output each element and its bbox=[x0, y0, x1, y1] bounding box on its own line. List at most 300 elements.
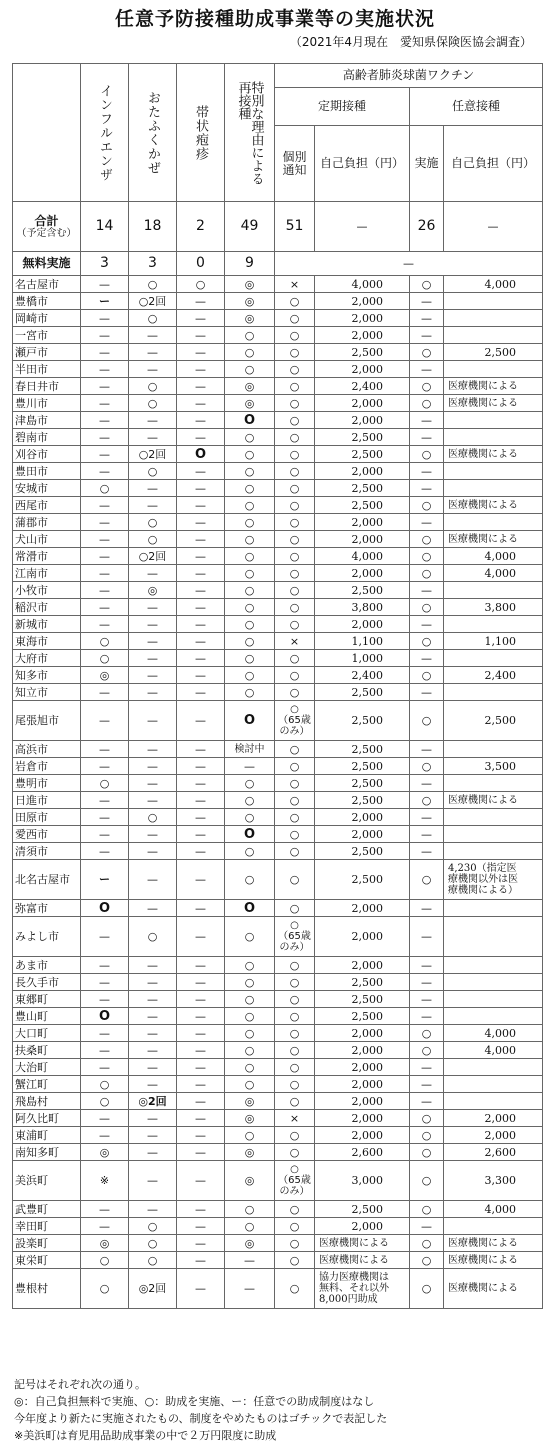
table-cell: ○ bbox=[410, 276, 444, 293]
table-cell: ○ bbox=[129, 463, 177, 480]
table-cell: — bbox=[177, 378, 225, 395]
table-cell: ◎ bbox=[81, 667, 129, 684]
table-cell: ○ bbox=[410, 1025, 444, 1042]
table-cell: — bbox=[81, 565, 129, 582]
table-cell: — bbox=[81, 684, 129, 701]
table-cell bbox=[444, 1218, 543, 1235]
table-cell: ◎ bbox=[225, 1144, 275, 1161]
table-cell: 2,000 bbox=[315, 1127, 410, 1144]
table-row bbox=[13, 497, 543, 514]
table-cell: — bbox=[177, 412, 225, 429]
table-cell: ○ bbox=[225, 667, 275, 684]
table-cell: ○ bbox=[275, 514, 315, 531]
summary-free-row: 無料実施 3 3 0 9 — bbox=[13, 252, 543, 276]
table-cell: ○ bbox=[81, 633, 129, 650]
header-flu: インフルエンザ bbox=[81, 64, 129, 202]
vaccination-table bbox=[12, 63, 543, 1309]
table-cell: 2,500 bbox=[315, 446, 410, 463]
header-pneumococcal: 高齢者肺炎球菌ワクチン bbox=[275, 64, 543, 88]
table-cell: ○ bbox=[275, 1059, 315, 1076]
table-cell: 2,000 bbox=[444, 1127, 543, 1144]
table-row bbox=[13, 582, 543, 599]
table-cell: — bbox=[410, 412, 444, 429]
table-cell: ○ bbox=[410, 1201, 444, 1218]
table-cell: — bbox=[129, 361, 177, 378]
municipality-name: 東栄町 bbox=[13, 1252, 81, 1269]
table-row bbox=[13, 758, 543, 775]
table-cell: — bbox=[129, 650, 177, 667]
table-cell: — bbox=[81, 1127, 129, 1144]
table-cell: — bbox=[81, 361, 129, 378]
table-cell: ○ bbox=[275, 395, 315, 412]
municipality-name: 常滑市 bbox=[13, 548, 81, 565]
table-cell: — bbox=[177, 1201, 225, 1218]
table-cell: — bbox=[81, 395, 129, 412]
table-cell: ○ bbox=[225, 1218, 275, 1235]
table-row bbox=[13, 361, 543, 378]
table-cell: 3,000 bbox=[315, 1161, 410, 1201]
table-cell: 2,000 bbox=[315, 293, 410, 310]
table-cell: 2,600 bbox=[315, 1144, 410, 1161]
municipality-name: 幸田町 bbox=[13, 1218, 81, 1235]
table-cell bbox=[444, 480, 543, 497]
header-voluntary: 任意接種 bbox=[410, 88, 543, 126]
municipality-name: 長久手市 bbox=[13, 974, 81, 991]
table-cell: × bbox=[275, 1110, 315, 1127]
table-cell: 2,000 bbox=[315, 1093, 410, 1110]
municipality-name: 春日井市 bbox=[13, 378, 81, 395]
table-row bbox=[13, 633, 543, 650]
table-cell: ○ bbox=[275, 293, 315, 310]
table-cell: — bbox=[81, 582, 129, 599]
table-cell: ○ bbox=[81, 1093, 129, 1110]
table-cell: — bbox=[129, 792, 177, 809]
table-cell: — bbox=[129, 667, 177, 684]
municipality-name: 大口町 bbox=[13, 1025, 81, 1042]
table-cell: — bbox=[129, 412, 177, 429]
table-row bbox=[13, 293, 543, 310]
table-cell: 1,100 bbox=[315, 633, 410, 650]
table-cell: ○2回 bbox=[129, 293, 177, 310]
table-cell: 医療機関による bbox=[315, 1235, 410, 1252]
table-cell: O bbox=[225, 701, 275, 741]
table-cell: ○ bbox=[225, 1076, 275, 1093]
table-cell bbox=[444, 917, 543, 957]
table-cell: — bbox=[410, 1218, 444, 1235]
header-impl: 実施 bbox=[410, 126, 444, 202]
table-cell: ◎ bbox=[225, 378, 275, 395]
table-cell: 2,000 bbox=[315, 616, 410, 633]
municipality-name: 飛島村 bbox=[13, 1093, 81, 1110]
table-cell: — bbox=[410, 900, 444, 917]
table-cell: ○ bbox=[129, 531, 177, 548]
table-cell: — bbox=[81, 701, 129, 741]
table-cell: ○ bbox=[275, 1076, 315, 1093]
table-cell: — bbox=[129, 775, 177, 792]
table-cell: ○ bbox=[225, 1059, 275, 1076]
table-cell: ○ bbox=[275, 957, 315, 974]
table-cell: ○ bbox=[225, 565, 275, 582]
table-cell: — bbox=[81, 531, 129, 548]
table-cell: — bbox=[410, 429, 444, 446]
table-cell: — bbox=[129, 480, 177, 497]
table-cell: ◎2回 bbox=[129, 1269, 177, 1309]
table-cell: — bbox=[81, 917, 129, 957]
table-cell: ○ bbox=[275, 1025, 315, 1042]
header-copay: 自己負担（円） bbox=[315, 126, 410, 202]
table-row bbox=[13, 957, 543, 974]
table-cell: — bbox=[129, 758, 177, 775]
table-cell: — bbox=[129, 684, 177, 701]
table-cell: — bbox=[177, 633, 225, 650]
table-cell: ○ bbox=[275, 900, 315, 917]
table-cell: — bbox=[177, 480, 225, 497]
table-cell: ○ bbox=[81, 775, 129, 792]
table-cell: — bbox=[129, 1161, 177, 1201]
table-cell: — bbox=[410, 310, 444, 327]
table-cell: — bbox=[177, 344, 225, 361]
table-row bbox=[13, 701, 543, 741]
table-cell: — bbox=[177, 531, 225, 548]
municipality-name: 田原市 bbox=[13, 809, 81, 826]
table-cell: — bbox=[177, 310, 225, 327]
municipality-name: 安城市 bbox=[13, 480, 81, 497]
table-cell: — bbox=[410, 974, 444, 991]
table-cell: — bbox=[129, 1025, 177, 1042]
table-cell: — bbox=[177, 741, 225, 758]
table-cell: — bbox=[129, 701, 177, 741]
table-cell bbox=[444, 809, 543, 826]
table-cell: ○ bbox=[275, 775, 315, 792]
table-cell: 2,000 bbox=[315, 310, 410, 327]
municipality-name: 岡崎市 bbox=[13, 310, 81, 327]
table-cell: ○ bbox=[410, 344, 444, 361]
table-cell: ○ bbox=[275, 650, 315, 667]
table-cell: — bbox=[177, 616, 225, 633]
table-cell: ○ bbox=[410, 758, 444, 775]
table-cell: ○ bbox=[275, 809, 315, 826]
table-cell: — bbox=[410, 463, 444, 480]
table-cell bbox=[444, 826, 543, 843]
municipality-name: 東郷町 bbox=[13, 991, 81, 1008]
table-cell: ○ bbox=[225, 1008, 275, 1025]
table-cell: ○ bbox=[225, 650, 275, 667]
table-row bbox=[13, 395, 543, 412]
table-row bbox=[13, 650, 543, 667]
table-cell: ○ bbox=[275, 480, 315, 497]
municipality-name: 弥富市 bbox=[13, 900, 81, 917]
table-cell: ○ bbox=[225, 497, 275, 514]
table-cell: — bbox=[81, 497, 129, 514]
table-cell: ◎2回 bbox=[129, 1093, 177, 1110]
table-cell: ○ bbox=[81, 1252, 129, 1269]
table-row bbox=[13, 1201, 543, 1218]
table-cell: — bbox=[129, 957, 177, 974]
table-cell: ○ bbox=[275, 310, 315, 327]
table-cell: ○ bbox=[81, 1076, 129, 1093]
table-cell: ○ bbox=[275, 1235, 315, 1252]
table-cell: ○ bbox=[225, 917, 275, 957]
table-cell: ○ bbox=[225, 548, 275, 565]
table-cell: — bbox=[129, 565, 177, 582]
table-cell: ○ bbox=[275, 1201, 315, 1218]
table-cell bbox=[444, 650, 543, 667]
table-cell: — bbox=[177, 991, 225, 1008]
table-cell: — bbox=[177, 1025, 225, 1042]
table-cell: O bbox=[225, 412, 275, 429]
table-cell bbox=[444, 412, 543, 429]
table-cell: — bbox=[81, 429, 129, 446]
table-cell: — bbox=[177, 684, 225, 701]
header-municipality bbox=[13, 64, 81, 202]
table-cell: ○ bbox=[225, 775, 275, 792]
table-cell: — bbox=[410, 1008, 444, 1025]
table-cell: ○ bbox=[410, 497, 444, 514]
municipality-name: 設楽町 bbox=[13, 1235, 81, 1252]
table-row bbox=[13, 843, 543, 860]
table-cell: ○ bbox=[410, 633, 444, 650]
table-cell: 2,400 bbox=[315, 667, 410, 684]
table-cell: 2,600 bbox=[444, 1144, 543, 1161]
municipality-name: 小牧市 bbox=[13, 582, 81, 599]
table-cell: — bbox=[410, 826, 444, 843]
table-row bbox=[13, 1144, 543, 1161]
table-cell: — bbox=[177, 497, 225, 514]
table-cell: ◎ bbox=[225, 293, 275, 310]
municipality-name: 蒲郡市 bbox=[13, 514, 81, 531]
table-cell: 2,000 bbox=[315, 327, 410, 344]
table-cell: — bbox=[81, 1201, 129, 1218]
table-cell: 2,000 bbox=[315, 1059, 410, 1076]
table-cell: ○ bbox=[225, 582, 275, 599]
header-regular: 定期接種 bbox=[275, 88, 410, 126]
table-cell: — bbox=[177, 514, 225, 531]
table-cell: ○ bbox=[129, 1218, 177, 1235]
table-cell: — bbox=[81, 463, 129, 480]
table-cell: — bbox=[410, 480, 444, 497]
municipality-name: 瀬戸市 bbox=[13, 344, 81, 361]
table-cell: — bbox=[129, 1110, 177, 1127]
table-cell: 2,000 bbox=[315, 412, 410, 429]
table-cell: — bbox=[81, 378, 129, 395]
municipality-name: 美浜町 bbox=[13, 1161, 81, 1201]
table-cell: 2,500 bbox=[315, 974, 410, 991]
municipality-name: 豊橋市 bbox=[13, 293, 81, 310]
table-cell: ○ bbox=[275, 1127, 315, 1144]
table-cell: 2,500 bbox=[315, 582, 410, 599]
table-cell: ○ bbox=[275, 565, 315, 582]
table-cell: ○ bbox=[410, 395, 444, 412]
table-cell: — bbox=[81, 599, 129, 616]
table-cell: 医療機関による bbox=[444, 395, 543, 412]
table-cell: — bbox=[129, 1201, 177, 1218]
table-cell: ○ bbox=[275, 974, 315, 991]
table-cell: — bbox=[129, 497, 177, 514]
table-cell: — bbox=[81, 514, 129, 531]
table-cell: ○ bbox=[225, 361, 275, 378]
table-cell: — bbox=[177, 667, 225, 684]
table-cell: ○ bbox=[81, 1269, 129, 1309]
table-cell bbox=[444, 361, 543, 378]
table-cell: 2,000 bbox=[315, 361, 410, 378]
table-cell: ○ bbox=[225, 633, 275, 650]
table-cell: — bbox=[81, 758, 129, 775]
table-cell: 2,500 bbox=[315, 775, 410, 792]
table-cell: ○ bbox=[410, 1144, 444, 1161]
table-cell: ○ bbox=[275, 826, 315, 843]
municipality-name: 大治町 bbox=[13, 1059, 81, 1076]
table-cell: 医療機関による bbox=[444, 531, 543, 548]
municipality-name: 新城市 bbox=[13, 616, 81, 633]
survey-source: （2021年4月現在 愛知県保険医協会調査） bbox=[289, 35, 532, 49]
table-row bbox=[13, 1110, 543, 1127]
table-cell: — bbox=[177, 1161, 225, 1201]
table-cell: ○ bbox=[225, 684, 275, 701]
table-cell: — bbox=[177, 429, 225, 446]
table-cell: 2,500 bbox=[315, 344, 410, 361]
table-cell: ○ bbox=[275, 497, 315, 514]
table-cell: — bbox=[177, 361, 225, 378]
table-cell: 2,000 bbox=[315, 900, 410, 917]
municipality-name: 東海市 bbox=[13, 633, 81, 650]
table-cell: ○ bbox=[225, 991, 275, 1008]
table-cell: — bbox=[225, 758, 275, 775]
table-cell: ○ bbox=[225, 531, 275, 548]
municipality-name: 豊田市 bbox=[13, 463, 81, 480]
table-cell bbox=[444, 582, 543, 599]
table-cell: — bbox=[410, 991, 444, 1008]
table-cell: 医療機関による bbox=[444, 1235, 543, 1252]
municipality-name: 豊川市 bbox=[13, 395, 81, 412]
table-cell: 医療機関による bbox=[444, 1252, 543, 1269]
table-cell: — bbox=[81, 446, 129, 463]
table-cell: ○ bbox=[410, 1110, 444, 1127]
table-cell: ○ bbox=[129, 310, 177, 327]
table-cell: 4,000 bbox=[444, 1042, 543, 1059]
table-cell: 2,500 bbox=[315, 860, 410, 900]
table-cell: — bbox=[177, 1127, 225, 1144]
table-cell: O bbox=[225, 826, 275, 843]
table-cell bbox=[444, 463, 543, 480]
table-cell: 4,230（指定医 療機関以外は医 療機関による） bbox=[444, 860, 543, 900]
table-cell: — bbox=[81, 1059, 129, 1076]
table-cell bbox=[444, 1093, 543, 1110]
table-cell: ○ bbox=[410, 531, 444, 548]
table-cell bbox=[444, 775, 543, 792]
table-row bbox=[13, 1218, 543, 1235]
table-cell: ◎ bbox=[225, 1093, 275, 1110]
table-cell: — bbox=[410, 917, 444, 957]
table-cell: ○ bbox=[275, 1093, 315, 1110]
municipality-name: 愛西市 bbox=[13, 826, 81, 843]
table-row bbox=[13, 792, 543, 809]
note-line: 今年度より新たに実施されたもの、制度をやめたものはゴチックで表記した bbox=[14, 1412, 388, 1425]
table-cell: ○ bbox=[275, 1144, 315, 1161]
table-cell: ○ bbox=[275, 378, 315, 395]
table-cell: — bbox=[81, 741, 129, 758]
table-cell: 医療機関による bbox=[444, 497, 543, 514]
table-cell: — bbox=[177, 826, 225, 843]
table-cell: × bbox=[275, 276, 315, 293]
table-cell: — bbox=[81, 1110, 129, 1127]
table-cell: — bbox=[129, 991, 177, 1008]
table-cell: — bbox=[177, 599, 225, 616]
table-cell: — bbox=[81, 1025, 129, 1042]
table-cell: ○ bbox=[410, 667, 444, 684]
table-cell bbox=[444, 514, 543, 531]
table-cell: ○ bbox=[275, 741, 315, 758]
table-cell: ○ bbox=[225, 514, 275, 531]
table-cell: — bbox=[177, 775, 225, 792]
table-cell: — bbox=[410, 327, 444, 344]
table-cell: ◎ bbox=[129, 582, 177, 599]
table-cell: — bbox=[177, 974, 225, 991]
table-cell: — bbox=[225, 1252, 275, 1269]
table-cell: ○ bbox=[81, 480, 129, 497]
table-cell: — bbox=[410, 684, 444, 701]
table-cell: ○ bbox=[275, 463, 315, 480]
table-cell: ○ bbox=[275, 599, 315, 616]
table-cell: 4,000 bbox=[315, 548, 410, 565]
table-cell: ○ bbox=[410, 1127, 444, 1144]
table-cell bbox=[444, 1076, 543, 1093]
summary-total-row: 合計 （予定含む） 14 18 2 49 51 — 26 — bbox=[13, 202, 543, 252]
table-cell: ○ bbox=[275, 758, 315, 775]
table-cell: — bbox=[177, 701, 225, 741]
table-cell: — bbox=[129, 1008, 177, 1025]
table-cell: ○ bbox=[275, 1252, 315, 1269]
table-cell: — bbox=[177, 650, 225, 667]
table-cell: — bbox=[177, 548, 225, 565]
municipality-name: 武豊町 bbox=[13, 1201, 81, 1218]
table-row bbox=[13, 1059, 543, 1076]
table-cell: — bbox=[177, 917, 225, 957]
table-cell: 医療機関による bbox=[444, 792, 543, 809]
table-cell: ○ bbox=[225, 599, 275, 616]
table-row bbox=[13, 378, 543, 395]
table-cell: — bbox=[177, 293, 225, 310]
table-row bbox=[13, 446, 543, 463]
table-cell: ○ bbox=[129, 395, 177, 412]
table-cell: — bbox=[177, 900, 225, 917]
table-cell: ○ bbox=[410, 701, 444, 741]
municipality-name: 一宮市 bbox=[13, 327, 81, 344]
table-cell: ◎ bbox=[225, 395, 275, 412]
table-cell: ○ bbox=[225, 792, 275, 809]
table-cell: ○ bbox=[225, 1127, 275, 1144]
table-row bbox=[13, 1093, 543, 1110]
table-cell: ○ bbox=[410, 599, 444, 616]
table-cell: — bbox=[129, 1059, 177, 1076]
table-cell: — bbox=[177, 1218, 225, 1235]
table-cell: ○ bbox=[410, 378, 444, 395]
table-cell: 3,800 bbox=[315, 599, 410, 616]
table-cell: ○ bbox=[275, 361, 315, 378]
table-row bbox=[13, 809, 543, 826]
table-cell: 医療機関による bbox=[444, 446, 543, 463]
municipality-name: みよし市 bbox=[13, 917, 81, 957]
table-cell: ○ bbox=[275, 1269, 315, 1309]
table-cell: ○ bbox=[410, 860, 444, 900]
table-cell: ○2回 bbox=[129, 446, 177, 463]
table-cell: 3,300 bbox=[444, 1161, 543, 1201]
municipality-name: 大府市 bbox=[13, 650, 81, 667]
table-cell: 2,400 bbox=[444, 667, 543, 684]
table-row bbox=[13, 514, 543, 531]
table-cell: ○ bbox=[129, 1252, 177, 1269]
table-cell: ○ bbox=[225, 446, 275, 463]
municipality-name: 高浜市 bbox=[13, 741, 81, 758]
